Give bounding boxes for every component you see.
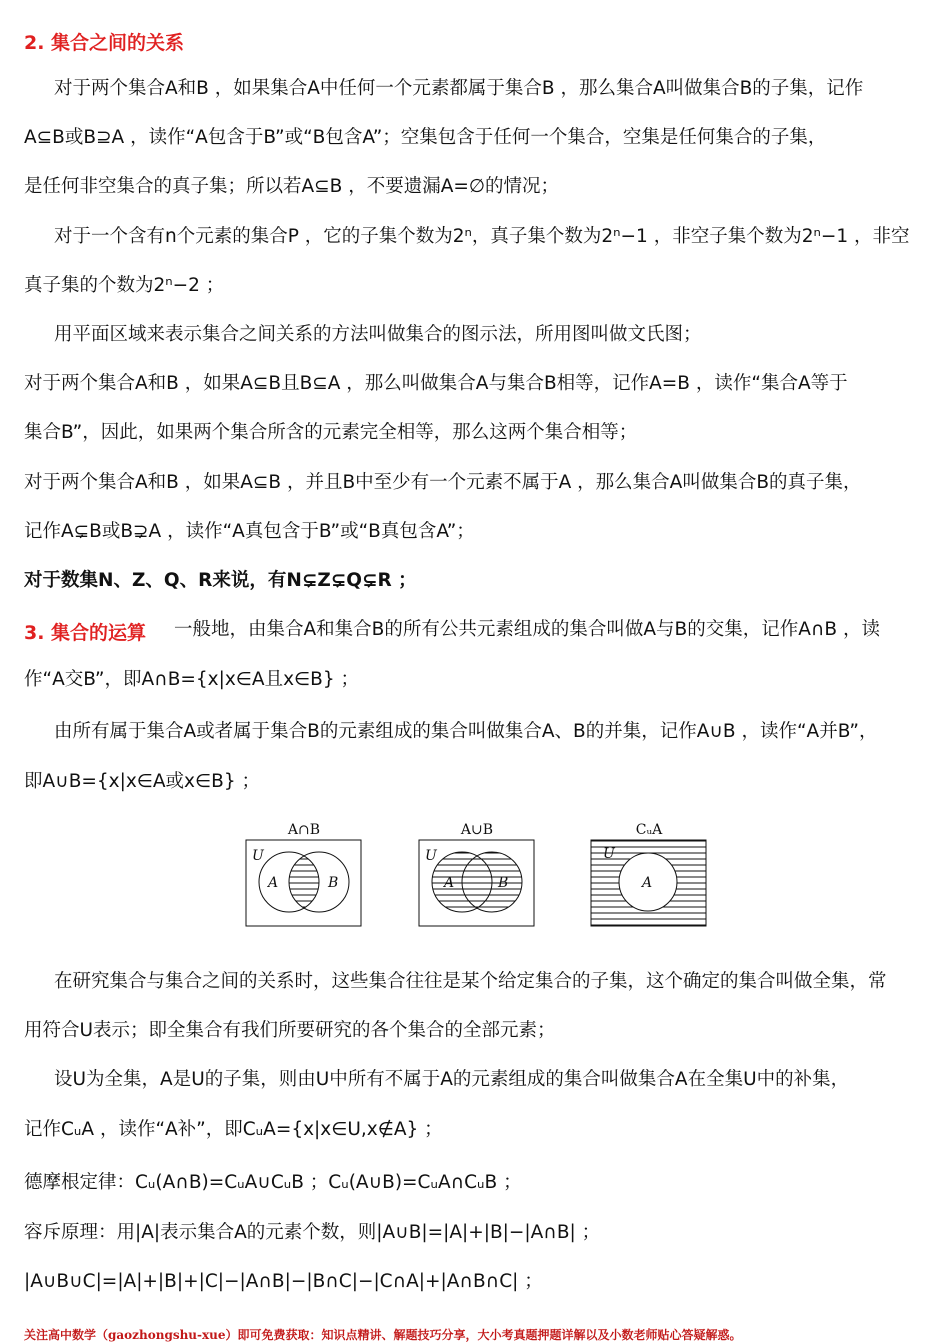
venn-label-b: B <box>498 875 509 891</box>
venn-label-a: A <box>268 875 279 891</box>
venn-intersection-figure <box>244 838 364 930</box>
paragraph-subset-line1: 对于两个集合A和B ，如果集合A中任何一个元素都属于集合B ，那么集合A叫做集合B的子集，记作 <box>54 78 864 99</box>
paragraph-de-morgan: 德摩根定律：Cᵤ(A∩B)=CᵤA∪CᵤB ；Cᵤ(A∪B)=CᵤA∩CᵤB ； <box>24 1172 522 1193</box>
venn-diagram-intersection <box>244 822 364 930</box>
venn-label-u: U <box>425 848 437 864</box>
section-heading-set-operations: 3. 集合的运算 <box>24 622 147 644</box>
paragraph-universe-line2: 用符合U表示；即全集合有我们所要研究的各个集合的全部元素； <box>24 1020 556 1041</box>
venn-title-complement: CᵤA <box>635 822 663 838</box>
paragraph-number-sets: 对于数集N、Z、Q、R来说，有N⊊Z⊊Q⊊R ； <box>24 570 417 591</box>
paragraph-inclusion-exclusion-line2: |A∪B∪C|=|A|+|B|+|C|−|A∩B|−|B∩C|−|C∩A|+|A∩B∩C| ； <box>24 1271 543 1292</box>
paragraph-intersection-line2: 作“A交B”，即A∩B={x|x∈A且x∈B} ； <box>24 669 359 690</box>
venn-label-b: B <box>328 875 339 891</box>
paragraph-set-equality-line1: 对于两个集合A和B ，如果A⊆B且B⊆A ，那么叫做集合A与集合B相等，记作A=B ，读作“集合A等于 <box>24 373 848 394</box>
footer-promo: 关注高中数学（gaozhongshu-xue）即可免费获取：知识点精讲、解题技巧分享，大小考真题押题详解以及小数老师贴心答疑解惑。 <box>24 1328 742 1342</box>
paragraph-universe-line1: 在研究集合与集合之间的关系时，这些集合往往是某个给定集合的子集，这个确定的集合叫做全集，常 <box>54 971 887 992</box>
paragraph-intersection-line1: 一般地，由集合A和集合B的所有公共元素组成的集合叫做A与B的交集，记作A∩B ，读 <box>174 619 880 640</box>
paragraph-union-line1: 由所有属于集合A或者属于集合B的元素组成的集合叫做集合A、B的并集，记作A∪B ，读作“A并B”， <box>54 721 878 742</box>
section-heading-set-relations: 2. 集合之间的关系 <box>24 32 185 54</box>
paragraph-subset-line3: 是任何非空集合的真子集；所以若A⊆B ，不要遗漏A=∅的情况； <box>24 176 560 197</box>
paragraph-inclusion-exclusion-line1: 容斥原理：用|A|表示集合A的元素个数，则|A∪B|=|A|+|B|−|A∩B| ； <box>24 1222 601 1243</box>
venn-diagram-complement <box>589 822 709 930</box>
paragraph-complement-line2: 记作CᵤA ，读作“A补”，即CᵤA={x|x∈U,x∉A} ； <box>24 1119 443 1140</box>
paragraph-proper-subset-line2: 记作A⊊B或B⊋A ，读作“A真包含于B”或“B真包含A”； <box>24 521 475 542</box>
venn-label-u: U <box>252 848 264 864</box>
venn-label-u: U <box>603 846 615 862</box>
paragraph-subset-count-line1: 对于一个含有n个元素的集合P ，它的子集个数为2ⁿ，真子集个数为2ⁿ−1 ，非空子集个数为2ⁿ−1 ，非空 <box>54 226 910 247</box>
venn-complement-figure <box>589 838 709 930</box>
venn-label-a: A <box>642 875 653 891</box>
paragraph-subset-count-line2: 真子集的个数为2ⁿ−2 ； <box>24 275 225 296</box>
paragraph-complement-line1: 设U为全集，A是U的子集，则由U中所有不属于A的元素组成的集合叫做集合A在全集U中的补集， <box>54 1069 850 1090</box>
paragraph-proper-subset-line1: 对于两个集合A和B ，如果A⊆B ，并且B中至少有一个元素不属于A ，那么集合A叫做集合B的真子集， <box>24 472 862 493</box>
venn-title-intersection: A∩B <box>287 822 321 838</box>
paragraph-venn-method: 用平面区域来表示集合之间关系的方法叫做集合的图示法，所用图叫做文氏图； <box>54 324 702 345</box>
paragraph-subset-line2: A⊆B或B⊇A ，读作“A包含于B”或“B包含A”；空集包含于任何一个集合，空集是任何集合的子集， <box>24 127 827 148</box>
venn-diagram-union <box>417 822 537 930</box>
venn-union-figure <box>417 838 537 930</box>
venn-title-union: A∪B <box>460 822 494 838</box>
venn-label-a: A <box>444 875 455 891</box>
paragraph-union-line2: 即A∪B={x|x∈A或x∈B} ； <box>24 771 260 792</box>
paragraph-set-equality-line2: 集合B”，因此，如果两个集合所含的元素完全相等，那么这两个集合相等； <box>24 422 638 443</box>
